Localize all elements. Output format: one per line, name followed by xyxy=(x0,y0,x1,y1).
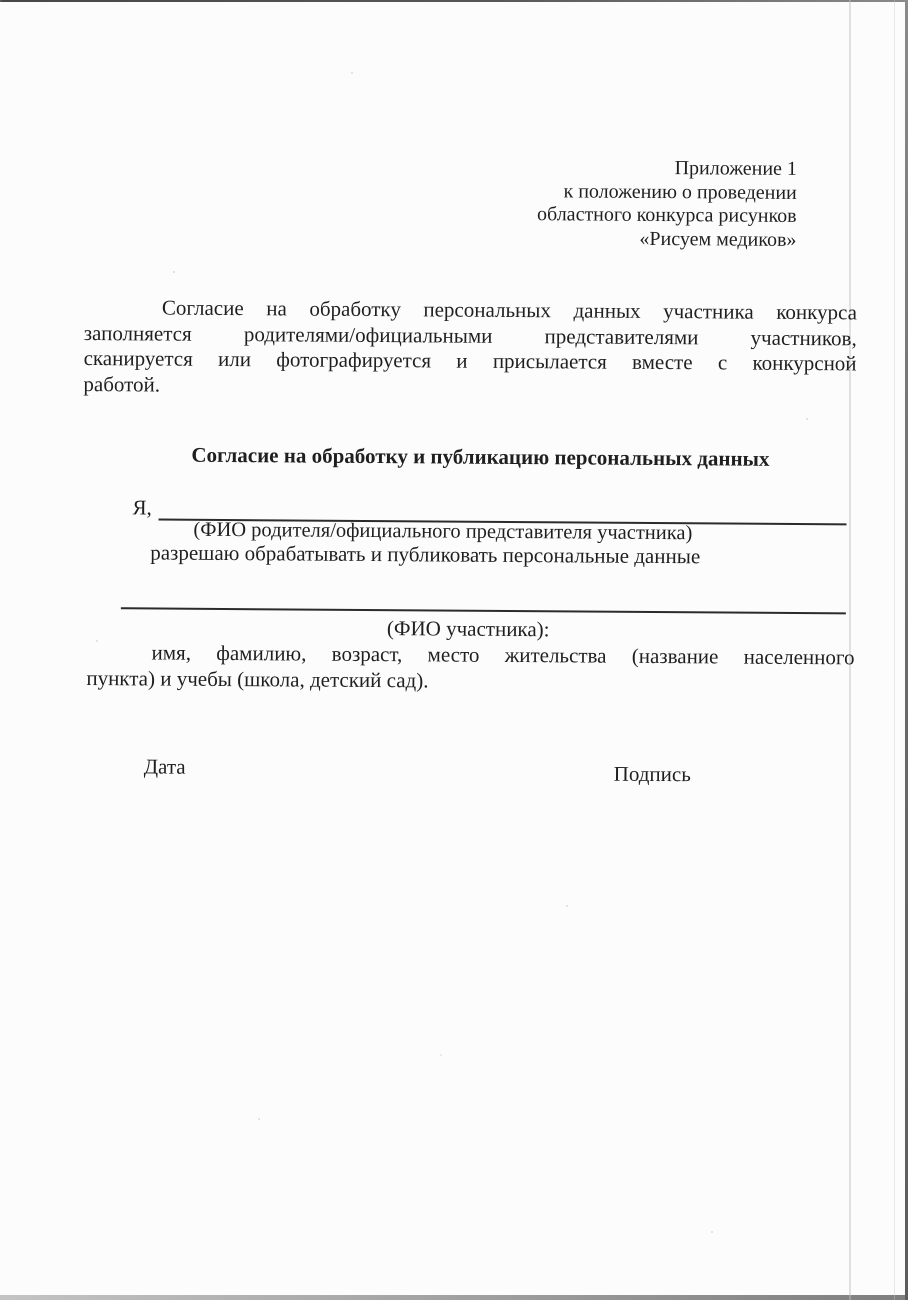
participant-name-caption: (ФИО участника): xyxy=(386,616,550,642)
appendix-reference-block xyxy=(537,156,797,252)
appendix-line: Приложение 1 xyxy=(674,157,798,180)
ya-label: Я, xyxy=(132,495,152,520)
personal-data-line: имя, фамилию, возраст, место жительства (название населенного xyxy=(151,640,855,670)
personal-data-line: пункта) и учебы (школа, детский сад). xyxy=(86,666,429,693)
intro-paragraph xyxy=(83,295,857,402)
intro-line: сканируется или фотографируется и присылается вместе с конкурсной xyxy=(83,345,857,376)
intro-line: Согласие на обработку персональных данных участника конкурса xyxy=(161,295,858,325)
signature-label: Подпись xyxy=(613,761,691,787)
appendix-line: к положению о проведении xyxy=(563,179,797,204)
intro-line: заполняется родителями/официальными представителями участников, xyxy=(83,320,857,350)
personal-data-list xyxy=(86,639,854,696)
appendix-line: «Рисуем медиков» xyxy=(639,227,797,251)
parent-name-caption: (ФИО родителя/официального представителя участника) xyxy=(193,518,693,545)
form-title: Согласие на обработку и публикацию персональных данных xyxy=(191,442,770,471)
intro-line: работой. xyxy=(83,371,161,397)
date-label: Дата xyxy=(143,754,186,779)
appendix-line: областного конкурса рисунков xyxy=(536,203,797,227)
permit-statement: разрешаю обрабатывать и публиковать персональные данные xyxy=(150,540,701,569)
